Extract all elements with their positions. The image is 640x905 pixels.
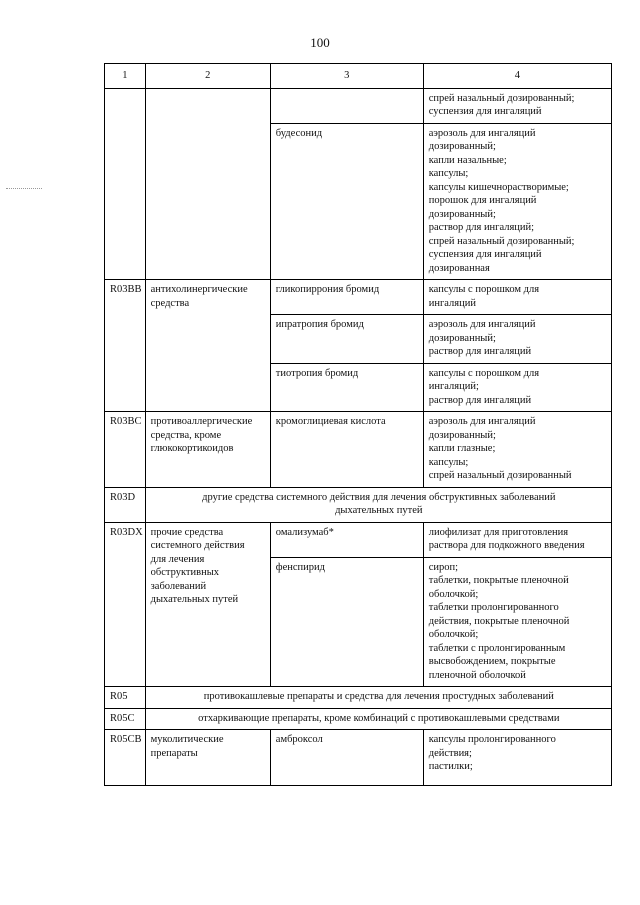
group-cell: противоаллергические средства, кроме глюкокортикоидов bbox=[145, 412, 270, 488]
forms-cell: аэрозоль для ингаляций дозированный; раствор для ингаляций bbox=[423, 315, 611, 364]
code-cell: R03DX bbox=[105, 522, 146, 687]
forms-cell: лиофилизат для приготовления раствора для подкожного введения bbox=[423, 522, 611, 557]
code-cell: R05CB bbox=[105, 730, 146, 786]
header-cell: 4 bbox=[423, 64, 611, 89]
forms-cell: капсулы с порошком для ингаляций bbox=[423, 280, 611, 315]
drug-cell: будесонид bbox=[270, 123, 423, 280]
drug-cell: амброксол bbox=[270, 730, 423, 786]
forms-cell: аэрозоль для ингаляций дозированный; капли глазные; капсулы; спрей назальный дозированный bbox=[423, 412, 611, 488]
code-cell: R05C bbox=[105, 708, 146, 730]
code-cell: R05 bbox=[105, 687, 146, 709]
drug-cell bbox=[270, 88, 423, 123]
header-cell: 1 bbox=[105, 64, 146, 89]
code-cell: R03BB bbox=[105, 280, 146, 412]
group-cell: муколитические препараты bbox=[145, 730, 270, 786]
drug-cell: кромоглициевая кислота bbox=[270, 412, 423, 488]
table-row bbox=[105, 708, 612, 730]
group-cell: прочие средства системного действия для лечения обструктивных заболеваний дыхательных путей bbox=[145, 522, 270, 687]
group-title-cell: другие средства системного действия для лечения обструктивных заболеваний дыхательных путей bbox=[145, 487, 611, 522]
drug-cell: гликопиррония бромид bbox=[270, 280, 423, 315]
table-row bbox=[105, 412, 612, 488]
code-cell bbox=[105, 88, 146, 280]
drug-cell: омализумаб* bbox=[270, 522, 423, 557]
page-number: 100 bbox=[310, 35, 330, 50]
header-row bbox=[105, 64, 612, 89]
group-cell: антихолинергические средства bbox=[145, 280, 270, 412]
group-title-cell: противокашлевые препараты и средства для лечения простудных заболеваний bbox=[145, 687, 611, 709]
forms-cell: капсулы с порошком для ингаляций; раствор для ингаляций bbox=[423, 363, 611, 412]
table-row bbox=[105, 730, 612, 786]
drug-cell: тиотропия бромид bbox=[270, 363, 423, 412]
drug-table bbox=[104, 63, 612, 786]
header-cell: 3 bbox=[270, 64, 423, 89]
table-row bbox=[105, 687, 612, 709]
table-row bbox=[105, 280, 612, 315]
code-cell: R03BC bbox=[105, 412, 146, 488]
margin-mark bbox=[6, 188, 42, 189]
group-cell bbox=[145, 88, 270, 280]
table-row bbox=[105, 522, 612, 557]
table-row bbox=[105, 487, 612, 522]
code-cell: R03D bbox=[105, 487, 146, 522]
forms-cell: спрей назальный дозированный; суспензия для ингаляций bbox=[423, 88, 611, 123]
table-row bbox=[105, 88, 612, 123]
drug-cell: ипратропия бромид bbox=[270, 315, 423, 364]
forms-cell: капсулы пролонгированного действия; пастилки; bbox=[423, 730, 611, 786]
group-title-cell: отхаркивающие препараты, кроме комбинаций с противокашлевыми средствами bbox=[145, 708, 611, 730]
forms-cell: сироп; таблетки, покрытые пленочной оболочкой; таблетки пролонгированного действия, покрытые пленочной оболочкой; таблетки с пролонгированным высвобождением, покрытые пленочной оболочкой bbox=[423, 557, 611, 687]
forms-cell: аэрозоль для ингаляций дозированный; капли назальные; капсулы; капсулы кишечнорастворимые; порошок для ингаляций дозированный; раствор для ингаляций; спрей назальный дозированный; суспензия для ингаляций дозированная bbox=[423, 123, 611, 280]
header-cell: 2 bbox=[145, 64, 270, 89]
drug-cell: фенспирид bbox=[270, 557, 423, 687]
